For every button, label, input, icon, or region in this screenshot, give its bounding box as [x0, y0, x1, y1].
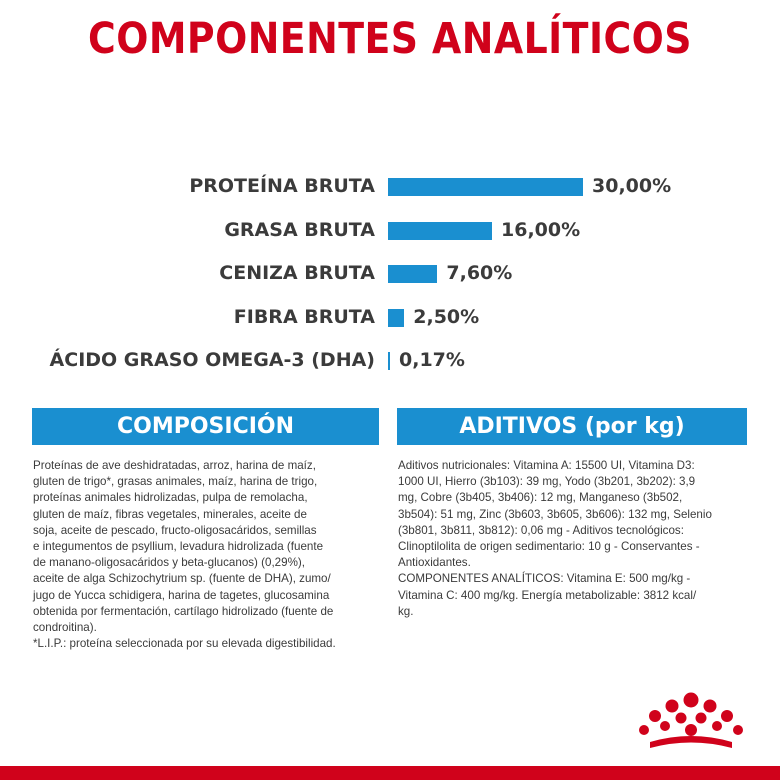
royal-canin-crown-icon	[636, 690, 746, 754]
aditivos-line: (3b801, 3b811, 3b812): 0,06 mg - Aditivos tecnológicos:	[398, 523, 684, 537]
chart-row	[0, 302, 780, 332]
aditivos-line: kg.	[398, 604, 414, 618]
chart-value-label: 2,50%	[413, 305, 480, 328]
composicion-line: obtenida por fermentación, cartílago hidrolizado (fuente de	[33, 604, 334, 618]
chart-row	[0, 258, 780, 288]
composicion-line: aceite de alga Schizochytrium sp. (fuente de DHA), zumo/	[33, 572, 331, 586]
chart-bar	[388, 265, 437, 283]
chart-row	[0, 345, 780, 375]
aditivos-line: Aditivos nutricionales: Vitamina A: 15500 UI, Vitamina D3:	[398, 459, 695, 472]
aditivos-line: Clinoptilolita de origen sedimentario: 10 g - Conservantes -	[398, 540, 700, 554]
chart-bar	[388, 222, 492, 240]
composicion-line: Proteínas de ave deshidratadas, arroz, harina de maíz,	[33, 459, 316, 472]
chart-bar	[388, 178, 583, 196]
composicion-line: jugo de Yucca schidigera, harina de tagetes, glucosamina	[33, 588, 330, 602]
chart-category-label: CENIZA BRUTA	[219, 262, 375, 284]
aditivos-text	[398, 458, 750, 620]
composicion-text	[33, 458, 383, 652]
chart-category-label: PROTEÍNA BRUTA	[189, 175, 375, 197]
chart-bar	[388, 309, 404, 327]
aditivos-line: COMPONENTES ANALÍTICOS: Vitamina E: 500 mg/kg -	[398, 572, 691, 586]
chart-value-label: 0,17%	[399, 349, 465, 371]
aditivos-header: ADITIVOS (por kg)	[397, 408, 747, 445]
chart-row	[0, 215, 780, 245]
composicion-line: *L.I.P.: proteína seleccionada por su elevada digestibilidad.	[33, 637, 336, 651]
aditivos-line: mg, Cobre (3b405, 3b406): 12 mg, Manganeso (3b502,	[398, 491, 683, 505]
composicion-line: gluten de maíz, fibras vegetales, minerales, aceite de	[33, 507, 307, 521]
composicion-header: COMPOSICIÓN	[32, 408, 379, 445]
aditivos-line: 3b504): 51 mg, Zinc (3b603, 3b605, 3b606): 132 mg, Selenio	[398, 507, 712, 521]
aditivos-line: Vitamina C: 400 mg/kg. Energía metabolizable: 3812 kcal/	[398, 588, 697, 602]
chart-category-label: ÁCIDO GRASO OMEGA-3 (DHA)	[49, 349, 375, 371]
chart-value-label: 16,00%	[501, 218, 581, 241]
chart-row	[0, 171, 780, 201]
page-title: COMPONENTES ANALÍTICOS	[88, 14, 692, 64]
chart-bar	[388, 352, 390, 370]
chart-value-label: 7,60%	[446, 262, 513, 284]
chart-category-label: GRASA BRUTA	[224, 218, 375, 241]
composicion-line: proteínas animales hidrolizadas, pulpa de remolacha,	[33, 491, 308, 505]
composicion-line: soja, aceite de pescado, fructo-oligosacáridos, semillas	[33, 523, 317, 537]
chart-value-label: 30,00%	[592, 175, 672, 197]
composicion-line: e integumentos de psyllium, levadura hidrolizada (fuente	[33, 540, 324, 554]
composicion-line: gluten de trigo*, grasas animales, maíz, harina de trigo,	[33, 475, 318, 489]
bottom-red-strip	[0, 766, 780, 780]
aditivos-line: Antioxidantes.	[398, 556, 471, 570]
chart-category-label: FIBRA BRUTA	[233, 305, 375, 328]
composicion-line: condroitina).	[33, 621, 97, 635]
aditivos-line: 1000 UI, Hierro (3b103): 39 mg, Yodo (3b201, 3b202): 3,9	[398, 475, 696, 489]
composicion-line: de manano-oligosacáridos y beta-glucanos) (0,29%),	[33, 556, 305, 570]
